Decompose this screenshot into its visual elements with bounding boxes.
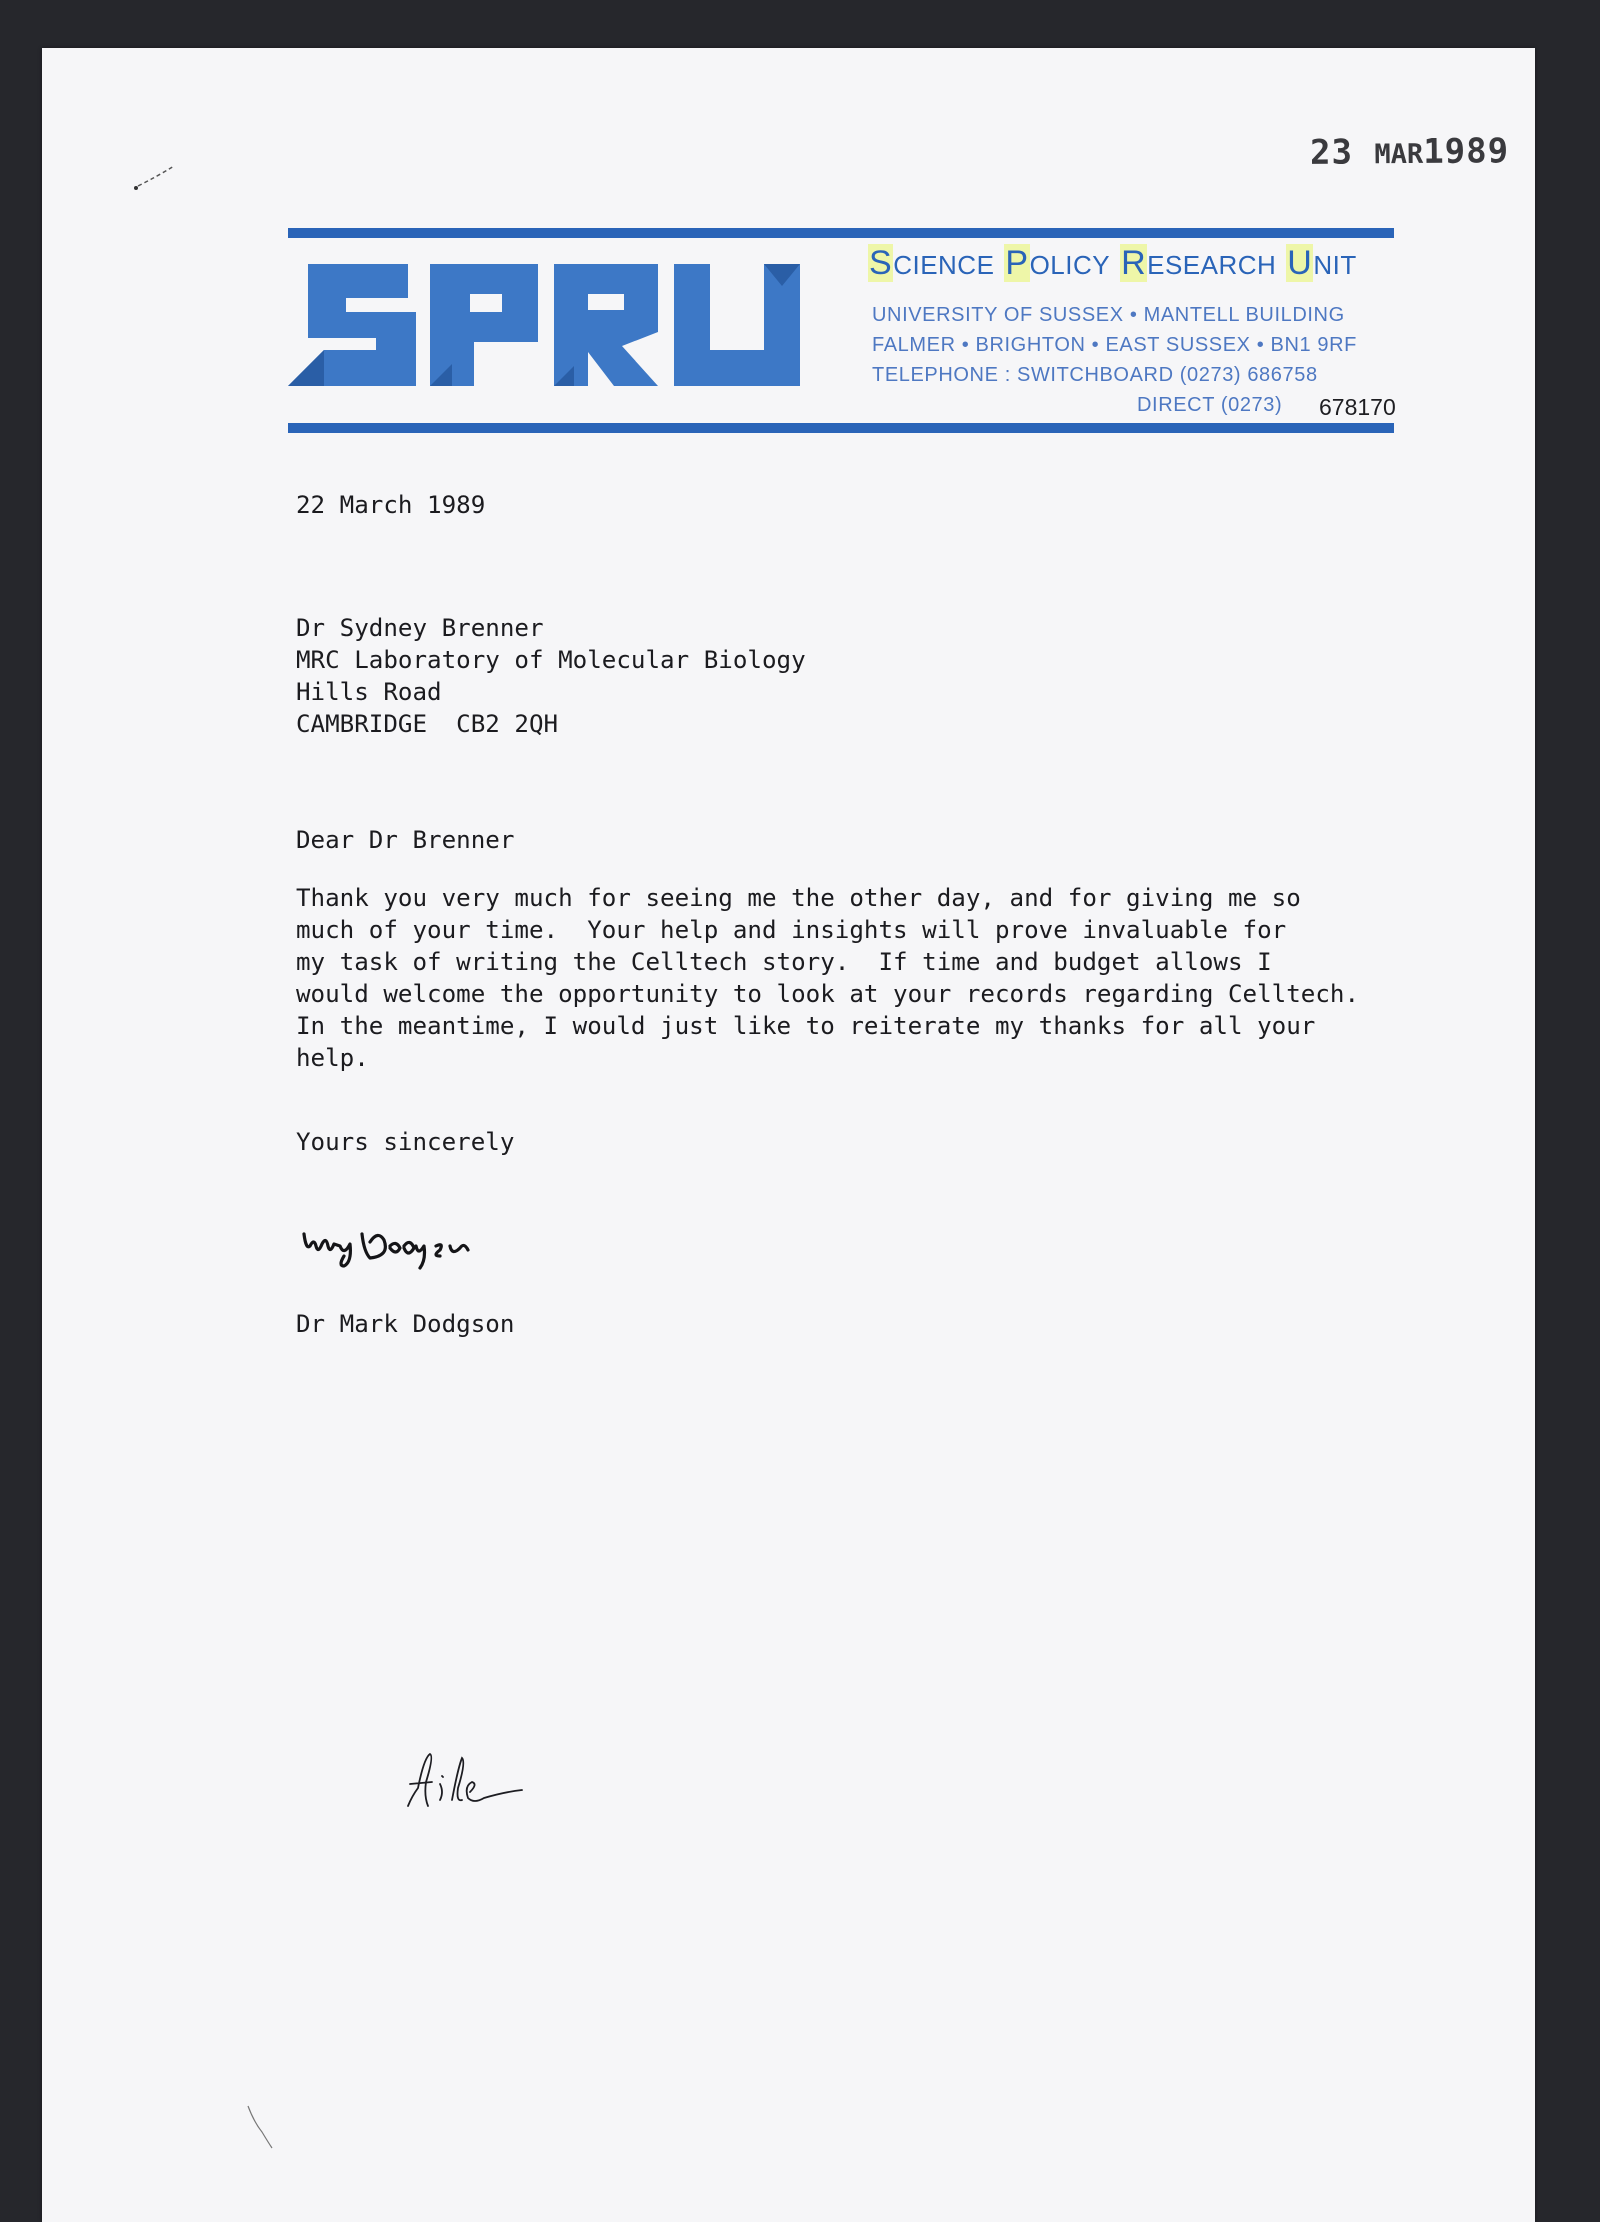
title-initial-r: R (1121, 244, 1147, 282)
recipient-line: CAMBRIDGE CB2 2QH (296, 710, 559, 738)
recipient-line: MRC Laboratory of Molecular Biology (296, 646, 806, 674)
letterhead-direct-number: 678170 (1319, 394, 1396, 420)
letterhead-address-1: UNIVERSITY OF SUSSEX • MANTELL BUILDING (872, 304, 1345, 326)
title-initial-u: U (1287, 244, 1313, 282)
closing: Yours sincerely (296, 1128, 515, 1156)
letterhead-direct-label: DIRECT (0273) (1137, 394, 1283, 416)
title-initial-p: P (1005, 244, 1029, 282)
letterhead-rule-bottom (288, 423, 1394, 433)
letterhead-address-2: FALMER • BRIGHTON • EAST SUSSEX • BN1 9RF (872, 334, 1357, 356)
paper-crease-mark (242, 2102, 282, 2152)
letterhead-telephone: TELEPHONE : SWITCHBOARD (0273) 686758 (872, 364, 1318, 386)
body-line: much of your time. Your help and insights will prove invaluable for (296, 916, 1287, 944)
pencil-mark (128, 148, 188, 198)
letter-date: 22 March 1989 (296, 491, 486, 519)
letter-body (296, 882, 1359, 1074)
title-word-policy: OLICY (1029, 250, 1111, 280)
recipient-line: Dr Sydney Brenner (296, 614, 544, 642)
spru-logo (288, 246, 848, 416)
letterhead-title (868, 244, 1357, 283)
letterhead-rule-top (288, 228, 1394, 238)
stamp-day: 23 (1309, 132, 1354, 173)
stamp-year: 1989 (1423, 131, 1510, 172)
title-initial-s: S (869, 244, 893, 282)
body-line: my task of writing the Celltech story. If time and budget allows I (296, 948, 1272, 976)
body-line: In the meantime, I would just like to reiterate my thanks for all your (296, 1012, 1316, 1040)
body-line: Thank you very much for seeing me the other day, and for giving me so (296, 884, 1301, 912)
signatory-name: Dr Mark Dodgson (296, 1310, 515, 1338)
body-line: would welcome the opportunity to look at your records regarding Celltech. (296, 980, 1360, 1008)
salutation: Dear Dr Brenner (296, 826, 515, 854)
recipient-line: Hills Road (296, 678, 442, 706)
handwritten-file-note (404, 1748, 534, 1818)
stamp-month: MAR (1374, 138, 1424, 171)
recipient-address (296, 612, 806, 740)
letter-page (42, 48, 1535, 2222)
body-line: help. (296, 1044, 369, 1072)
title-word-science: CIENCE (893, 250, 995, 280)
received-date-stamp (1310, 131, 1509, 173)
title-word-research: ESEARCH (1147, 250, 1277, 280)
handwritten-signature (300, 1216, 530, 1276)
title-word-unit: NIT (1313, 250, 1357, 280)
